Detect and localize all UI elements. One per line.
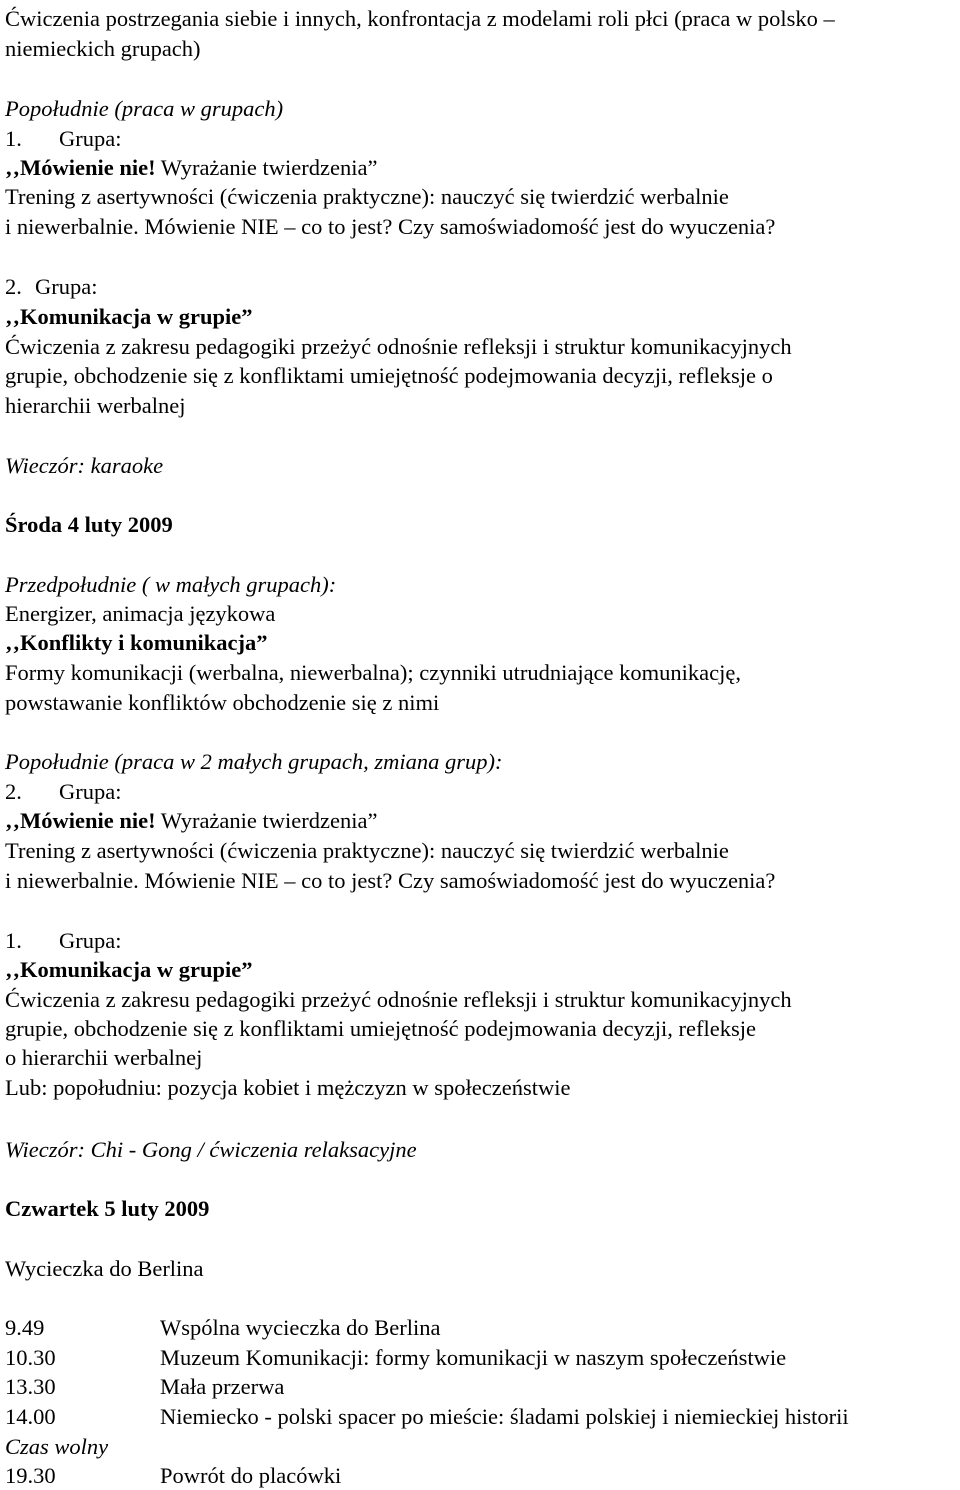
group-description-line: o hierarchii werbalnej [5,1045,203,1070]
group-label [5,777,121,806]
group-title-bold: ‚‚Mówienie nie! [5,155,156,180]
group-label-text: Grupa: [59,928,122,953]
group-number: 1. [5,126,22,151]
group-title-rest: Wyrażanie twierdzenia” [155,808,378,833]
schedule-text: Mała przerwa [160,1374,285,1399]
group-label [5,926,121,955]
intro-line: Ćwiczenia postrzegania siebie i innych, konfrontacja z modelami roli płci (praca w polsko – [5,6,835,31]
schedule-row [5,1343,787,1372]
activity-description-line: powstawanie konfliktów obchodzenie się z nimi [5,690,440,715]
schedule-text: Powrót do placówki [160,1463,342,1488]
day-heading: Środa 4 luty 2009 [5,512,173,537]
activity-title: ‚‚Konflikty i komunikacja” [5,630,268,655]
evening-line: Wieczór: karaoke [5,453,164,478]
schedule-time: 14.00 [5,1404,56,1429]
group-description-line: Trening z asertywności (ćwiczenia praktyczne): nauczyć się twierdzić werbalnie [5,184,729,209]
group-number: 2. [5,274,22,299]
group-description-line: i niewerbalnie. Mówienie NIE – co to jest? Czy samoświadomość jest do wyuczenia? [5,214,776,239]
free-time-line: Czas wolny [5,1434,109,1459]
group-label-text: Grupa: [59,779,122,804]
group-description-line: Ćwiczenia z zakresu pedagogiki przeżyć odnośnie refleksji i struktur komunikacyjnych [5,987,792,1012]
schedule-time: 9.49 [5,1315,45,1340]
group-label [5,272,97,301]
evening-line: Wieczór: Chi - Gong / ćwiczenia relaksacyjne [5,1137,417,1162]
afternoon-heading: Popołudnie (praca w 2 małych grupach, zmiana grup): [5,749,503,774]
group-description-line: hierarchii werbalnej [5,393,186,418]
schedule-row [5,1402,849,1431]
schedule-text: Niemiecko - polski spacer po mieście: śladami polskiej i niemieckiej historii [160,1404,849,1429]
group-number: 1. [5,928,22,953]
schedule-text: Muzeum Komunikacji: formy komunikacji w naszym społeczeństwie [160,1345,787,1370]
group-description-line: i niewerbalnie. Mówienie NIE – co to jest? Czy samoświadomość jest do wyuczenia? [5,868,776,893]
schedule-row [5,1372,285,1401]
group-number: 2. [5,779,22,804]
document-page [5,0,960,1490]
morning-heading: Przedpołudnie ( w małych grupach): [5,572,337,597]
schedule-text: Wspólna wycieczka do Berlina [160,1315,441,1340]
group-title: ‚‚Komunikacja w grupie” [5,304,253,329]
group-title [5,806,377,835]
afternoon-heading: Popołudnie (praca w grupach) [5,96,284,121]
group-label-text: Grupa: [35,274,98,299]
intro-line: niemieckich grupach) [5,36,201,61]
group-label-text: Grupa: [59,126,122,151]
schedule-row [5,1461,342,1490]
schedule-time: 13.30 [5,1374,56,1399]
schedule-time: 10.30 [5,1345,56,1370]
group-description-line: Lub: popołudniu: pozycja kobiet i mężczyzn w społeczeństwie [5,1075,571,1100]
group-description-line: Trening z asertywności (ćwiczenia praktyczne): nauczyć się twierdzić werbalnie [5,838,729,863]
group-description-line: grupie, obchodzenie się z konfliktami umiejętność podejmowania decyzji, refleksje o [5,363,773,388]
schedule-time: 19.30 [5,1463,56,1488]
group-title-rest: Wyrażanie twierdzenia” [155,155,378,180]
group-description-line: grupie, obchodzenie się z konfliktami umiejętność podejmowania decyzji, refleksje [5,1016,756,1041]
group-title-bold: ‚‚Mówienie nie! [5,808,156,833]
day-heading: Czwartek 5 luty 2009 [5,1196,210,1221]
group-label [5,124,121,153]
group-description-line: Ćwiczenia z zakresu pedagogiki przeżyć odnośnie refleksji i struktur komunikacyjnych [5,334,792,359]
activity-line: Energizer, animacja językowa [5,601,276,626]
activity-description-line: Formy komunikacji (werbalna, niewerbalna); czynniki utrudniające komunikację, [5,660,741,685]
schedule-row [5,1313,441,1342]
trip-line: Wycieczka do Berlina [5,1256,204,1281]
group-title: ‚‚Komunikacja w grupie” [5,957,253,982]
group-title [5,153,377,182]
